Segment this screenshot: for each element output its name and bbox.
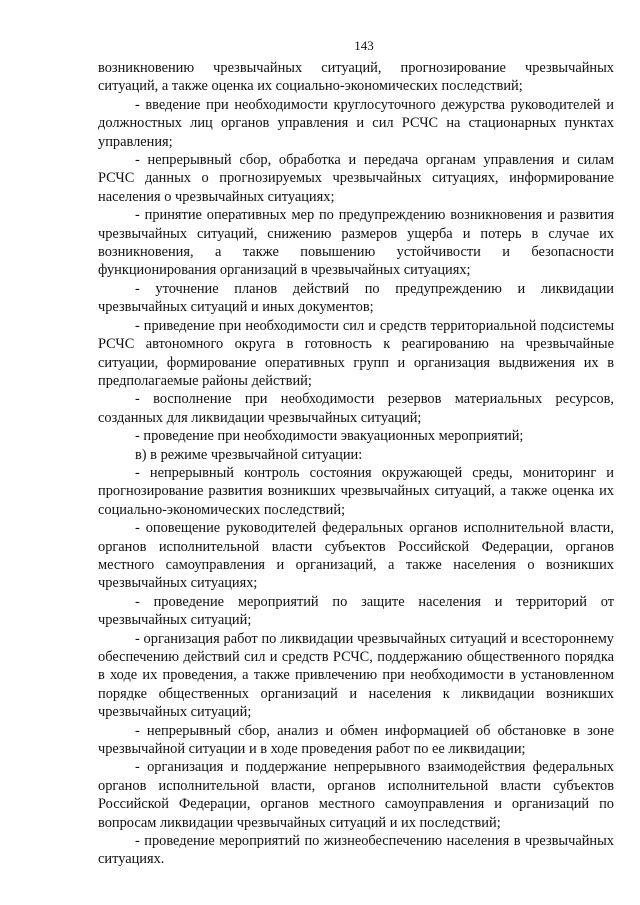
list-item-notification: - оповещение руководителей федеральных органов исполнительной власти, органов исполнительной власти субъектов Российской Федерации, органов местного самоуправления и организаций, а также населения о возникших чрезвычайных ситуациях; (98, 520, 614, 592)
list-item-readiness: - приведение при необходимости сил и средств территориальной подсистемы РСЧС автономного округа в готовность к реагированию на чрезвычайные ситуации, формирование оперативных групп и организация выдвижения их в предполагаемые районы действий; (98, 317, 614, 389)
list-item-data-collection: - непрерывный сбор, обработка и передача органам управления и силам РСЧС данных о прогнозируемых чрезвычайных ситуациях, информирование населения о чрезвычайных ситуациях; (98, 152, 614, 205)
paragraph-continuation: возникновению чрезвычайных ситуаций, прогнозирование чрезвычайных ситуаций, а также оценка их социально-экономических последствий; (98, 60, 614, 95)
list-item-interaction: - организация и поддержание непрерывного взаимодействия федеральных органов исполнительной власти, органов исполнительной власти субъектов Российской Федерации, органов местного самоуправления и организаций по вопросам ликвидации чрезвычайных ситуаций и их последствий; (98, 759, 614, 831)
list-item-duty-introduction: - введение при необходимости круглосуточного дежурства руководителей и должностных лиц органов управления и сил РСЧС на стационарных пунктах управления; (98, 96, 614, 150)
list-item-operational-measures: - принятие оперативных мер по предупреждению возникновения и развития чрезвычайных ситуаций, снижению размеров ущерба и потерь в случае их возникновения, а также повышению устойчивости и безопасности функционирования организаций в чрезвычайных ситуациях; (98, 207, 614, 279)
list-item-liquidation-works: - организация работ по ликвидации чрезвычайных ситуаций и всестороннему обеспечению действий сил и средств РСЧС, поддержанию общественного порядка в ходе их проведения, а также привлечению при необходимости в установленном порядке общественных организаций и населения к ликвидации возникших чрезвычайных ситуаций; (98, 630, 614, 721)
list-item-information-exchange: - непрерывный сбор, анализ и обмен информацией об обстановке в зоне чрезвычайной ситуации и в ходе проведения работ по ее ликвидации; (98, 722, 614, 758)
section-heading-emergency-mode: в) в режиме чрезвычайной ситуации: (135, 446, 363, 463)
list-item-life-support: - проведение мероприятий по жизнеобеспечению населения в чрезвычайных ситуациях. (98, 833, 614, 868)
list-item-reserves: - восполнение при необходимости резервов материальных ресурсов, созданных для ликвидации чрезвычайных ситуаций; (98, 391, 614, 426)
page-number: 143 (354, 38, 374, 53)
list-item-protection: - проведение мероприятий по защите населения и территорий от чрезвычайных ситуаций; (98, 593, 614, 629)
list-item-plan-refinement: - уточнение планов действий по предупреждению и ликвидации чрезвычайных ситуаций и иных документов; (98, 280, 614, 316)
list-item-evacuation: - проведение при необходимости эвакуационных мероприятий; (135, 428, 524, 445)
list-item-monitoring: - непрерывный контроль состояния окружающей среды, мониторинг и прогнозирование развития возникших чрезвычайных ситуаций, а также оценка их социально-экономических последствий; (98, 464, 614, 518)
